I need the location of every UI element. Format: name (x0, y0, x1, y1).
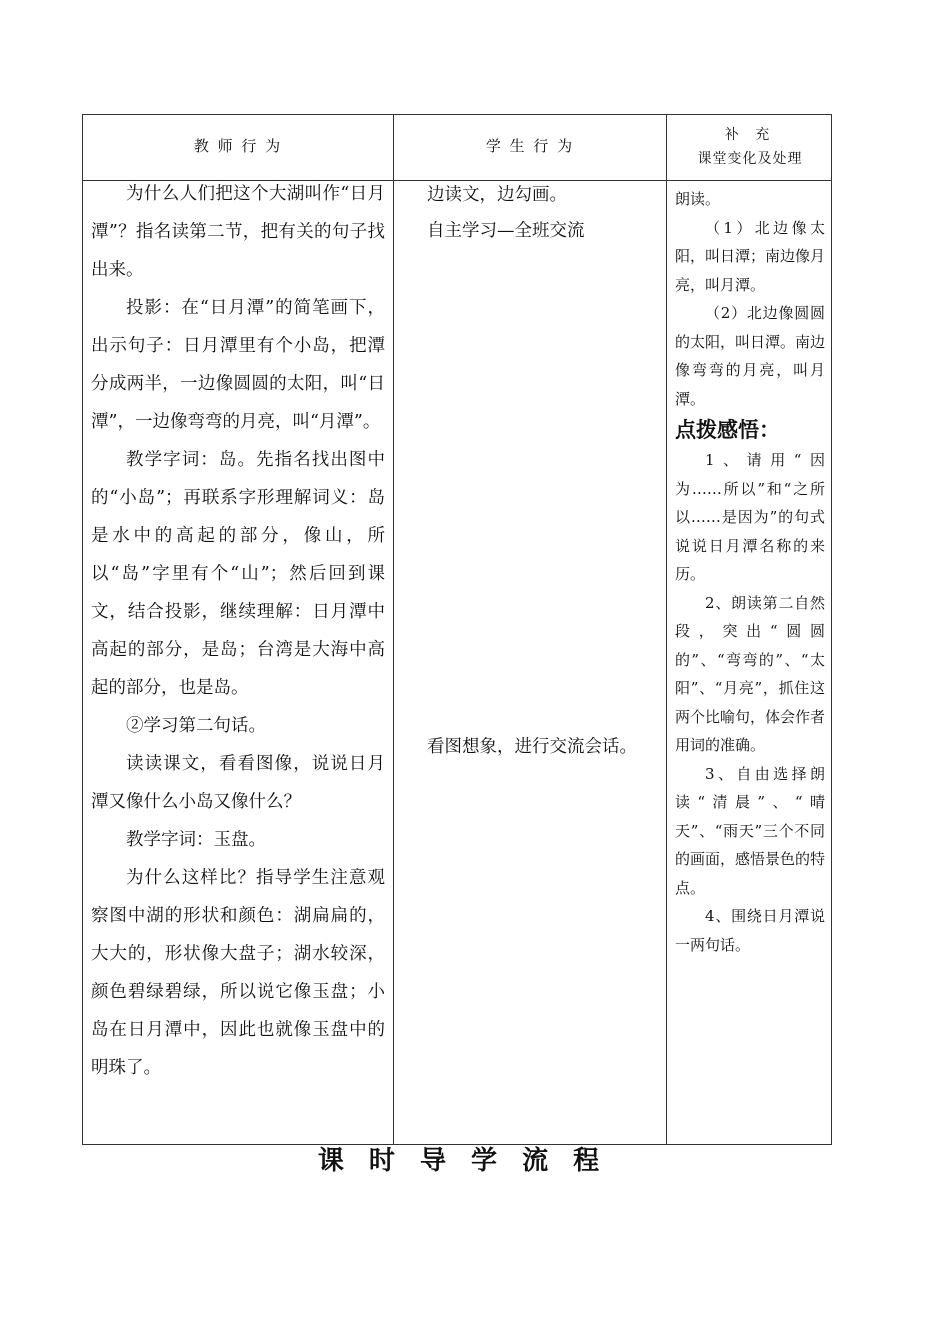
header-supplement-line1: 补 充 (724, 127, 776, 143)
column-divider (666, 115, 667, 1144)
student-column (427, 177, 665, 249)
supplement-column (675, 185, 825, 959)
supplement-paragraph: 3、自由选择朗读“清晨”、“晴天”、“雨天”三个不同的画面，感悟景色的特点。 (675, 764, 826, 897)
page-title: 课 时 导 学 流 程 (317, 1146, 608, 1176)
teacher-paragraph: 为什么这样比？指导学生注意观察图中湖的形状和颜色：湖扁扁的，大大的，形状像大盘子；湖水较深，颜色碧绿碧绿，所以说它像玉盘；小岛在日月潭中，因此也就像玉盘中的明珠了。 (91, 868, 385, 1078)
student-line: 边读文，边勾画。 (427, 185, 567, 205)
teacher-paragraph: 投影：在“日月潭”的简笔画下，出示句子：日月潭里有个小岛，把潭分成两半，一边像圆圆的太阳，叫“日潭”，一边像弯弯的月亮，叫“月潭”。 (91, 298, 385, 432)
header-supplement (667, 125, 833, 169)
teacher-paragraph: 教学字词：岛。先指名找出图中的“小岛”；再联系字形理解词义：岛是水中的高起的部分，像山，所以“岛”字里有个“山”；然后回到课文，结合投影，继续理解：日月潭中高起的部分，是岛；台湾是大海中高起的部分，也是岛。 (91, 450, 385, 698)
student-line: 看图想象，进行交流会话。 (427, 737, 637, 757)
supplement-paragraph: （1）北边像太阳，叫日潭；南边像月亮，叫月潭。 (675, 218, 826, 294)
teacher-paragraph: ②学习第二句话。 (126, 716, 266, 736)
supplement-paragraph: 4、围绕日月潭说一两句话。 (675, 907, 825, 954)
header-supplement-line2: 课堂变化及处理 (697, 151, 803, 167)
student-line: 自主学习—全班交流 (427, 221, 585, 241)
teacher-paragraph: 教学字词：玉盘。 (126, 830, 266, 850)
header-student: 学 生 行 为 (485, 137, 575, 155)
teacher-column (91, 175, 385, 1087)
supplement-paragraph: 2、朗读第二自然段，突出“圆圆的”、“弯弯的”、“太阳”、“月亮”，抓住这两个比喻句，体会作者用词的准确。 (675, 593, 826, 754)
student-column-lower (427, 729, 665, 765)
supplement-paragraph: （2）北边像圆圆的太阳，叫日潭。南边像弯弯的月亮，叫月潭。 (675, 304, 826, 408)
supplement-heading: 点拨感悟： (675, 418, 780, 442)
header-teacher: 教 师 行 为 (193, 137, 283, 155)
lesson-table (82, 114, 832, 1145)
supplement-paragraph: 1、请用“因为……所以”和“之所以……是因为”的句式说说日月潭名称的来历。 (675, 451, 825, 583)
column-divider (393, 115, 394, 1144)
supplement-paragraph: 朗读。 (675, 190, 721, 208)
teacher-paragraph: 为什么人们把这个大湖叫作“日月潭”？指名读第二节，把有关的句子找出来。 (91, 184, 385, 280)
teacher-paragraph: 读读课文，看看图像，说说日月潭又像什么小岛又像什么？ (91, 754, 385, 812)
